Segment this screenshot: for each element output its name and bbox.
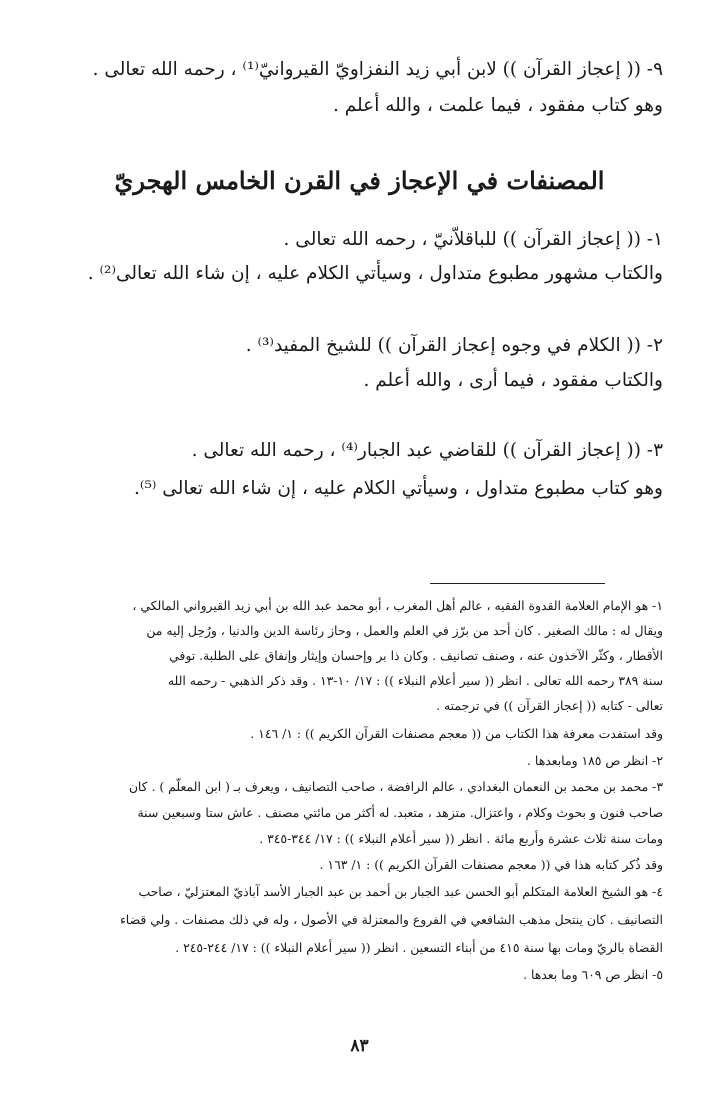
footnote-line: ٤- هو الشيخ العلامة المتكلم أبو الحسن عبد الجبار بن أحمد بن عبد الجبار الأسد آباذيّ المعتزليّ ، صاحب xyxy=(138,884,663,899)
footnote-line: ١- هو الإمام العلامة القدوة الفقيه ، عالم أهل المغرب ، أبو محمد عبد الله بن أبي زيد القيرواني المالكي ، xyxy=(132,598,663,613)
page-number: ٨٣ xyxy=(350,1036,369,1056)
footnote-line: سنة ٣٨٩ رحمه الله تعالى . انظر (( سير أعلام النبلاء )) : ١٧/ ١٠-١٣ . وقد ذكر الذهبي - رحمه الله xyxy=(167,673,663,688)
item-9-note: وهو كتاب مفقود ، فيما علمت ، والله أعلم . xyxy=(332,95,663,116)
item-1-title: ١- (( إعجاز القرآن )) للباقلاّنيّ ، رحمه الله تعالى . xyxy=(283,229,663,250)
footnote-line: ٢- انظر ص ١٨٥ ومابعدها . xyxy=(527,753,663,768)
footnote-line: ٥- انظر ص ٦٠٩ وما بعدها . xyxy=(523,967,663,982)
footnote-line: ويقال له : مالك الصغير . كان أحد من برّز في العلم والعمل ، وحاز رئاسة الدين والدنيا ، ورُحِل إليه من xyxy=(146,623,663,638)
footnote-divider xyxy=(430,583,605,584)
footnote-line: وقد استفدت معرفة هذا الكتاب من (( معجم مصنفات القرآن الكريم )) : ١/ ١٤٦ . xyxy=(250,726,663,741)
footnote-line: صاحب فنون و بحوث وكلام ، واعتزال. متزهد ، متعبد. له أكثر من مائتي مصنف . عاش ستا وسبعين سنة xyxy=(137,805,663,820)
item-3-note: وهو كتاب مطبوع متداول ، وسيأتي الكلام عليه ، إن شاء الله تعالى ⁽⁵⁾. xyxy=(134,478,663,499)
footnote-line: وقد ذُكر كتابه هذا في (( معجم مصنفات القرآن الكريم )) : ١/ ١٦٣ . xyxy=(319,857,663,872)
item-2-note: والكتاب مفقود ، فيما أرى ، والله أعلم . xyxy=(363,370,663,391)
footnote-line: القضاة بالريّ ومات بها سنة ٤١٥ من أبناء التسعين . انظر (( سير أعلام النبلاء )) : ١٧/ ٢٤٤-٢٤٥ . xyxy=(175,940,663,955)
item-3-title: ٣- (( إعجاز القرآن )) للقاضي عبد الجبار⁽⁴⁾ ، رحمه الله تعالى . xyxy=(191,440,663,461)
section-heading: المصنفات في الإعجاز في القرن الخامس الهجريّ xyxy=(114,166,605,195)
footnote-line: ومات سنة ثلاث عشرة وأربع مائة . انظر (( سير أعلام النبلاء )) : ١٧/ ٣٤٤-٣٤٥ . xyxy=(259,831,663,846)
item-9-title: ٩- (( إعجاز القرآن )) لابن أبي زيد النفزاويّ القيروانيّ⁽¹⁾ ، رحمه الله تعالى . xyxy=(92,59,663,80)
footnote-line: التصانيف . كان ينتحل مذهب الشافعي في الفروع والمعتزلة في الأصول ، وله في ذلك مصنفات . ولي قضاء xyxy=(119,912,663,927)
item-1-note: والكتاب مشهور مطبوع متداول ، وسيأتي الكلام عليه ، إن شاء الله تعالى⁽²⁾ . xyxy=(87,263,663,284)
footnote-line: الأقطار ، وكثّر الآخذون عنه ، وصنف تصانيف . وكان ذا بر وإحسان وإيثار وإنفاق على الطلبة. توفي xyxy=(169,648,663,663)
footnote-line: ٣- محمد بن محمد بن النعمان البغدادي ، عالم الرافضة ، صاحب التصانيف ، ويعرف بـ ( ابن المعلّم ) . كان xyxy=(128,779,663,794)
item-2-title: ٢- (( الكلام في وجوه إعجاز القرآن )) للشيخ المفيد⁽³⁾ . xyxy=(245,335,663,356)
footnote-line: تعالى - كتابه (( إعجاز القرآن )) في ترجمته . xyxy=(436,698,663,713)
